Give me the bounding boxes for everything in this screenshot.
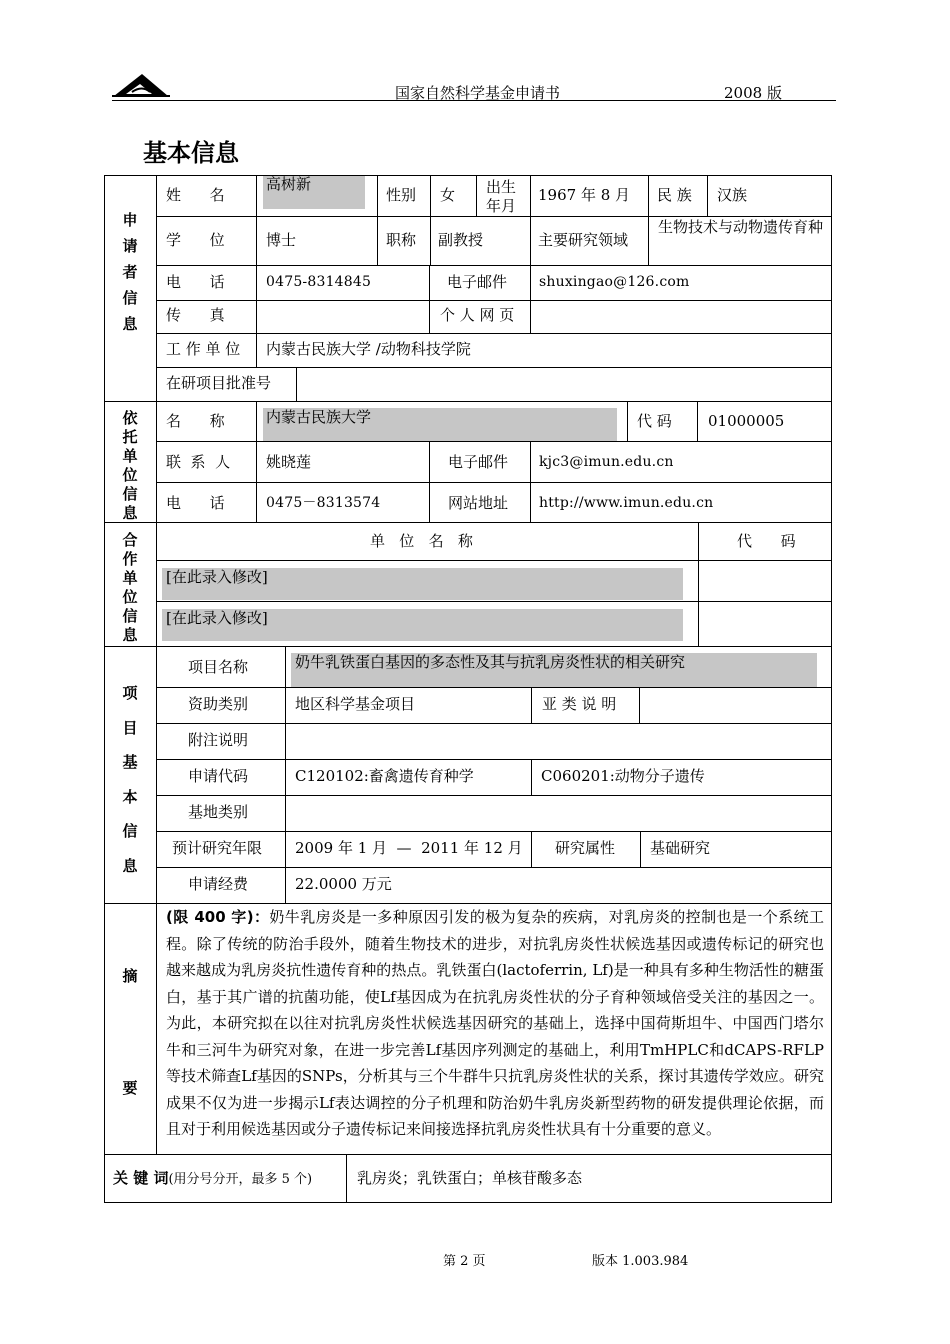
section-applicant-label: 申请者信息 xyxy=(122,211,138,333)
project-type-label: 资助类别 xyxy=(188,695,249,713)
applicant-email-label: 电子邮件 xyxy=(447,273,508,291)
applicant-employer-value[interactable]: 内蒙古民族大学 /动物科技学院 xyxy=(266,340,471,358)
applicant-employer-label: 工 作 单 位 xyxy=(166,340,241,358)
applicant-name-value[interactable]: 高树新 xyxy=(266,175,312,193)
institution-name-label: 名 称 xyxy=(166,412,225,430)
page-header xyxy=(112,60,836,101)
applicant-name-label: 姓 名 xyxy=(166,186,225,204)
section-cooperation-label: 合作单位信息 xyxy=(122,531,138,644)
project-code2-value[interactable]: C060201:动物分子遗传 xyxy=(541,767,705,785)
institution-phone-label: 电 话 xyxy=(166,494,225,512)
coop-row-2[interactable]: [在此录入修改] xyxy=(166,609,268,627)
project-name-label: 项目名称 xyxy=(188,658,249,676)
footer-page: 第 2 页 xyxy=(443,1254,486,1269)
applicant-field-label: 主要研究领域 xyxy=(538,231,629,249)
institution-code-value[interactable]: 01000005 xyxy=(708,412,785,430)
project-attr-label: 研究属性 xyxy=(555,839,616,857)
abstract-body[interactable] xyxy=(166,904,824,1143)
institution-name-value[interactable]: 内蒙古民族大学 xyxy=(266,408,372,426)
section-institution-label: 依托单位信息 xyxy=(122,409,138,522)
institution-phone-value[interactable]: 0475－8313574 xyxy=(266,495,381,511)
page-title: 基本信息 xyxy=(143,139,239,167)
project-subtype-label: 亚 类 说 明 xyxy=(542,695,617,713)
header-version: 2008 版 xyxy=(724,84,782,102)
institution-contact-value[interactable]: 姚晓莲 xyxy=(266,453,312,471)
project-attr-value[interactable]: 基础研究 xyxy=(650,839,711,857)
applicant-field-value[interactable]: 生物技术与动物遗传育种 xyxy=(658,218,824,236)
applicant-title-value[interactable]: 副教授 xyxy=(438,231,484,249)
abstract-text: 奶牛乳房炎是一多种原因引发的极为复杂的疾病，对乳房炎的控制也是一个系统工程。除了传统的防治手段外，随着生物技术的进步，对抗乳房炎性状候选基因或遗传标记的研究也越来越成为乳房炎抗性遗传育种的热点。乳铁蛋白(lactoferrin, Lf)是一种具有多种生物活性的糖蛋白，基于其广谱的抗菌功能，使Lf基因成为在抗乳房炎性状的分子育种领域倍受关注的基因之一。为此，本研究拟在以往对抗乳房炎性状候选基因研究的基础上，选择中国荷斯坦牛、中国西门塔尔牛和三河牛为研究对象，在进一步完善Lf基因序列测定的基础上，利用TmHPLC和dCAPS-RFLP等技术筛查Lf基因的SNPs，分析其与三个牛群牛只抗乳房炎性状的关系，探讨其遗传学效应。研究成果不仅为进一步揭示Lf表达调控的分子机理和防治奶牛乳房炎新型药物的研发提供理论依据，而且对于利用候选基因或分子遗传标记来间接选择抗乳房炎性状具有十分重要的意义。 xyxy=(166,908,824,1138)
project-fund-value[interactable]: 22.0000 万元 xyxy=(295,875,392,893)
applicant-degree-label: 学 位 xyxy=(166,231,225,249)
applicant-title-label: 职称 xyxy=(386,231,417,249)
applicant-birth-value[interactable]: 1967 年 8 月 xyxy=(538,186,631,204)
applicant-homepage-label: 个 人 网 页 xyxy=(440,306,515,324)
project-code1-value[interactable]: C120102:畜禽遗传育种学 xyxy=(295,767,474,785)
institution-email-label: 电子邮件 xyxy=(448,453,509,471)
applicant-gender-value[interactable]: 女 xyxy=(440,186,456,204)
institution-email-value[interactable]: kjc3@imun.edu.cn xyxy=(539,454,674,470)
applicant-phone-value[interactable]: 0475-8314845 xyxy=(266,274,372,290)
footer-version: 版本 1.003.984 xyxy=(592,1254,689,1269)
keywords-label: 关 键 词 xyxy=(113,1169,169,1187)
project-name-value[interactable]: 奶牛乳铁蛋白基因的多态性及其与抗乳房炎性状的相关研究 xyxy=(295,653,686,671)
keywords-note: (用分号分开，最多 5 个) xyxy=(168,1172,313,1187)
project-period-label: 预计研究年限 xyxy=(172,839,263,857)
coop-row-1[interactable]: [在此录入修改] xyxy=(166,568,268,586)
applicant-birth-label: 出生年月 xyxy=(486,178,517,215)
applicant-email-value[interactable]: shuxingao@126.com xyxy=(539,274,690,290)
abstract-limit: (限 400 字)： xyxy=(166,908,270,926)
institution-site-label: 网站地址 xyxy=(448,494,509,512)
header-title: 国家自然科学基金申请书 xyxy=(395,84,561,102)
institution-site-value[interactable]: http://www.imun.edu.cn xyxy=(539,495,714,511)
keywords-label-cell xyxy=(113,1169,312,1189)
project-type-value[interactable]: 地区科学基金项目 xyxy=(295,695,416,713)
applicant-ethnic-label: 民 族 xyxy=(657,186,692,204)
project-fund-label: 申请经费 xyxy=(188,875,249,893)
institution-code-label: 代 码 xyxy=(637,412,672,430)
project-note-label: 附注说明 xyxy=(188,731,249,749)
abstract-label-2: 要 xyxy=(122,1079,138,1097)
applicant-ethnic-value[interactable]: 汉族 xyxy=(717,186,748,204)
form-table xyxy=(104,175,832,1203)
project-period-value[interactable]: 2009 年 1 月 — 2011 年 12 月 xyxy=(295,839,523,857)
applicant-ongoing-label: 在研项目批准号 xyxy=(166,374,272,392)
applicant-fax-label: 传 真 xyxy=(166,306,225,324)
section-project-label: 项目基本信息 xyxy=(122,684,138,875)
applicant-gender-label: 性别 xyxy=(386,186,417,204)
institution-contact-label: 联 系 人 xyxy=(166,453,231,471)
project-code-label: 申请代码 xyxy=(188,767,249,785)
applicant-degree-value[interactable]: 博士 xyxy=(266,231,297,249)
keywords-value[interactable]: 乳房炎；乳铁蛋白；单核苷酸多态 xyxy=(357,1169,583,1187)
applicant-phone-label: 电 话 xyxy=(166,273,225,291)
coop-col-name: 单 位 名 称 xyxy=(370,532,473,550)
coop-col-code: 代 码 xyxy=(737,532,796,550)
abstract-label-1: 摘 xyxy=(122,967,138,985)
project-base-label: 基地类别 xyxy=(188,803,249,821)
nsfc-logo-icon xyxy=(112,70,170,98)
